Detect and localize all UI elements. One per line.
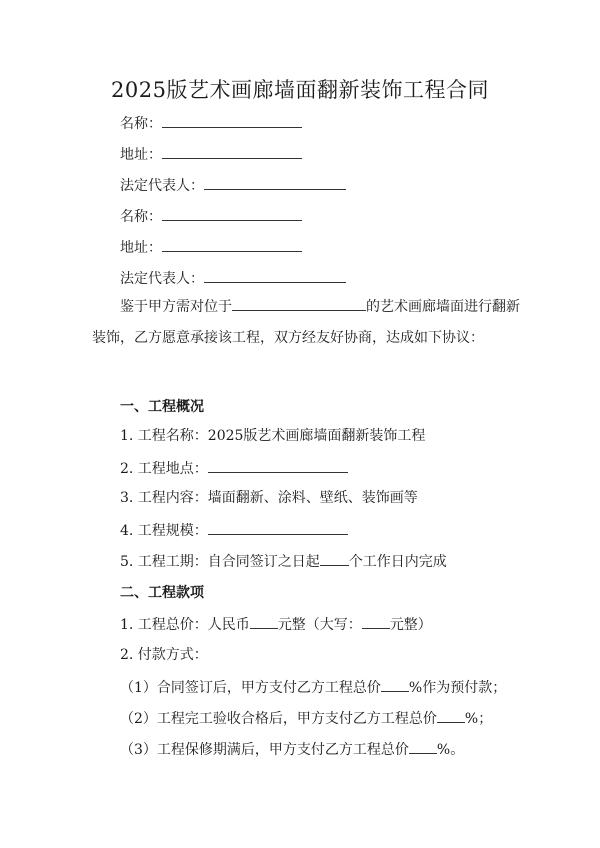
party-b-rep-line [120,268,346,288]
section-2-heading: 二、工程款项 [120,585,204,601]
party-b-address-line [120,237,302,257]
s1-item-2-label: 2. 工程地点： [120,461,208,477]
preamble-text-1: 鉴于甲方需对位于 [120,299,232,315]
payment-term-3-text-a: （3）工程保修期满后，甲方支付乙方工程总价 [120,742,409,758]
document-title: 2025版艺术画廊墙面翻新装饰工程合同 [111,78,489,102]
party-a-rep-blank[interactable] [204,175,346,190]
party-b-rep-label: 法定代表人： [120,271,204,287]
payment-term-2-text-a: （2）工程完工验收合格后，甲方支付乙方工程总价 [120,711,437,727]
party-a-name-line [120,113,302,133]
payment-term-2-text-b: %； [464,711,493,727]
preamble-text-2: 的艺术画廊墙面进行翻新装饰，乙方愿意承接该工程，双方经友好协商，达成如下协议： [92,299,520,346]
s2-item-1 [120,614,432,634]
payment-term-3-text-b: %。 [436,742,465,758]
s1-item-4 [120,520,348,540]
s1-item-2 [120,458,348,478]
party-a-name-blank[interactable] [162,113,302,128]
s2-item-1-text-a: 1. 工程总价：人民币 [120,617,250,633]
party-a-address-label: 地址： [120,147,162,163]
party-b-name-label: 名称： [120,209,162,225]
party-a-address-blank[interactable] [162,144,302,159]
total-price-blank[interactable] [250,614,278,629]
project-scale-blank[interactable] [208,520,348,535]
s2-item-1-text-b: 元整（大写： [277,617,362,633]
s1-item-5-text-a: 5. 工程工期：自合同签订之日起 [120,554,320,570]
s2-item-2: 2. 付款方式： [120,647,208,663]
section-1-heading: 一、工程概况 [120,399,204,415]
party-a-rep-line [120,175,346,195]
project-location-blank[interactable] [208,458,348,473]
warranty-percent-blank[interactable] [409,739,437,754]
payment-term-1 [120,677,506,697]
party-a-rep-label: 法定代表人： [120,178,204,194]
total-price-uppercase-blank[interactable] [362,614,390,629]
payment-term-1-text-a: （1）合同签订后，甲方支付乙方工程总价 [120,680,381,696]
s1-item-3: 3. 工程内容：墙面翻新、涂料、壁纸、装饰画等 [120,490,418,506]
party-b-name-blank[interactable] [162,206,302,221]
party-b-address-label: 地址： [120,240,162,256]
s1-item-5 [120,551,447,571]
s1-item-5-text-b: 个工作日内完成 [348,554,447,570]
s2-item-1-text-c: 元整） [389,617,432,633]
preamble-location-blank[interactable] [232,296,366,311]
party-b-rep-blank[interactable] [204,268,346,283]
party-b-name-line [120,206,302,226]
party-b-address-blank[interactable] [162,237,302,252]
preamble-paragraph [92,292,522,354]
completion-percent-blank[interactable] [437,708,465,723]
party-a-name-label: 名称： [120,116,162,132]
payment-term-3 [120,739,464,759]
s1-item-4-label: 4. 工程规模： [120,523,208,539]
party-a-address-line [120,144,302,164]
payment-term-2 [120,708,492,728]
s1-item-1: 1. 工程名称：2025版艺术画廊墙面翻新装饰工程 [120,428,426,444]
payment-term-1-text-b: %作为预付款； [408,680,507,696]
prepayment-percent-blank[interactable] [381,677,409,692]
work-days-blank[interactable] [320,551,349,566]
